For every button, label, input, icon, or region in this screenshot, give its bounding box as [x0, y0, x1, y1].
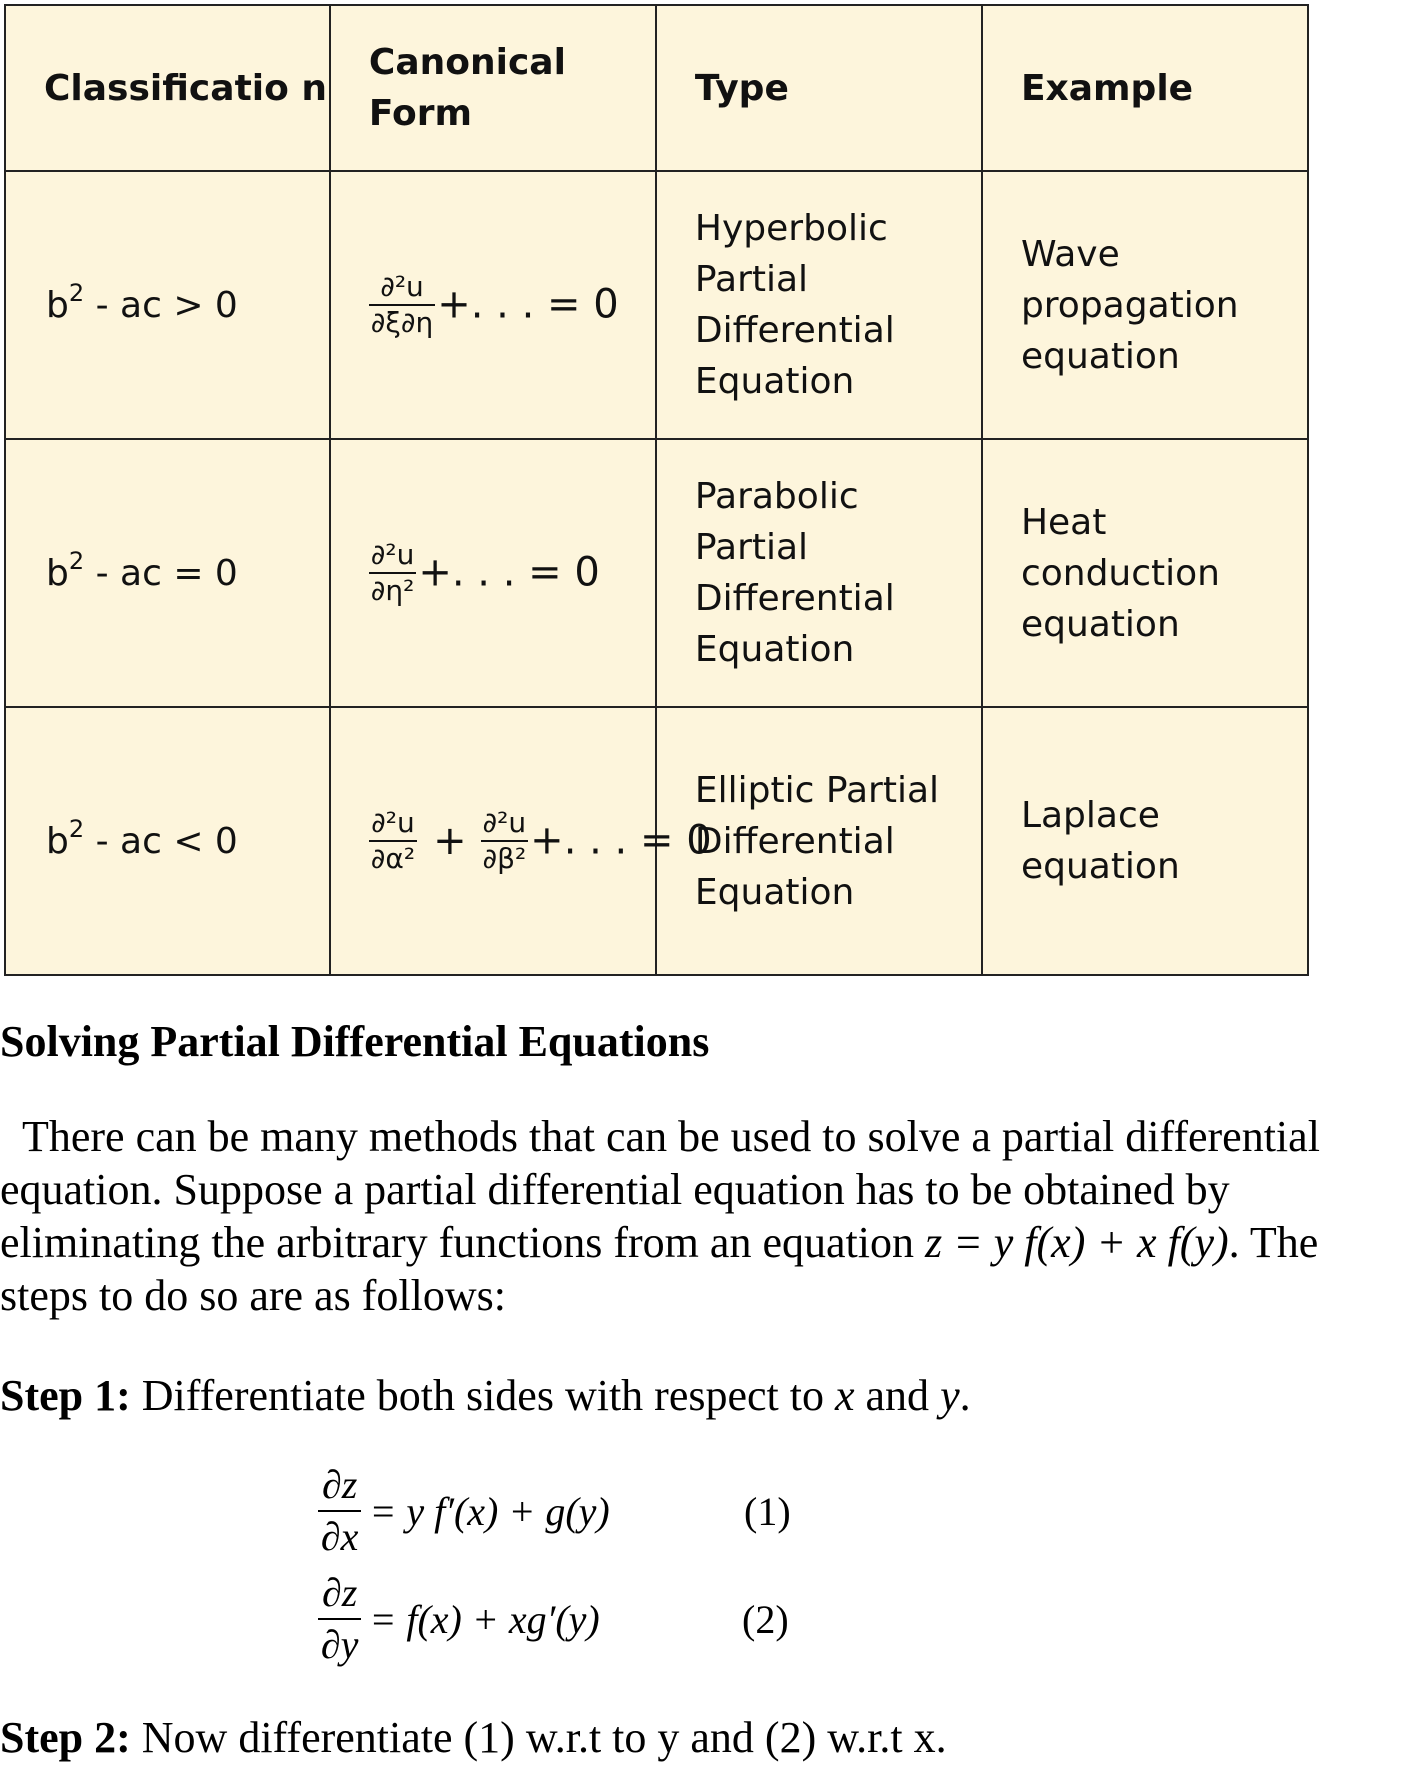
step-2: Step 2: Now differentiate (1) w.r.t to y and (2) w.r.t x. [0, 1713, 947, 1762]
header-example: Example [982, 5, 1308, 171]
equation-2-label: (2) [742, 1597, 789, 1642]
type-cell: Parabolic Partial Differential Equation [656, 439, 982, 707]
equation-1: $\frac{\partial z}{\partial x}$ = y f′(x) + g(y) [318, 1460, 610, 1562]
inline-formula: z = y f(x) + x f(y) [924, 1218, 1229, 1267]
table-row [5, 707, 1308, 975]
canonical-form-cell: $\frac{\text{∂²u}}{\text{∂α²}}$ + $\frac{\text{∂²u}}{\text{∂β²}}$ +. . . = 0 [330, 707, 656, 975]
classification-cell: $b^2$ - ac = 0 [5, 439, 330, 707]
equation-1-label: (1) [744, 1489, 791, 1534]
section-heading: Solving Partial Differential Equations [0, 1017, 710, 1066]
example-cell: Wave propagation equation [982, 171, 1308, 439]
equation-2: $\frac{\partial z}{\partial y}$ = f(x) + xg′(y) [318, 1568, 600, 1670]
classification-cell: $b^2$ - ac < 0 [5, 707, 330, 975]
step-1: Step 1: Differentiate both sides with respect to x and y. [0, 1371, 971, 1420]
classification-table [4, 4, 1309, 976]
header-canonical-form: Canonical Form [330, 5, 656, 171]
table-header-row [5, 5, 1308, 171]
type-cell: Hyperbolic Partial Differential Equation [656, 171, 982, 439]
example-cell: Heat conduction equation [982, 439, 1308, 707]
intro-paragraph: There can be many methods that can be used to solve a partial differential equation. Suppose a partial differential equation has to be obtained by eliminating the arbitrary functions from an equation z = y f(x) + x f(y). The steps to do so are as follows: [0, 1112, 1320, 1320]
header-type: Type [656, 5, 982, 171]
canonical-form-cell: $\frac{\text{∂²u}}{\text{∂η²}}$ +. . . = 0 [330, 439, 656, 707]
table-row [5, 171, 1308, 439]
header-classification: Classificatio n [5, 5, 330, 171]
type-cell: Elliptic Partial Differential Equation [656, 707, 982, 975]
table-row [5, 439, 1308, 707]
canonical-form-cell: $\frac{\text{∂²u}}{\partial\xi\partial\eta}$ +. . . = 0 [330, 171, 656, 439]
example-cell: Laplace equation [982, 707, 1308, 975]
classification-cell: $b^2$ - ac > 0 [5, 171, 330, 439]
